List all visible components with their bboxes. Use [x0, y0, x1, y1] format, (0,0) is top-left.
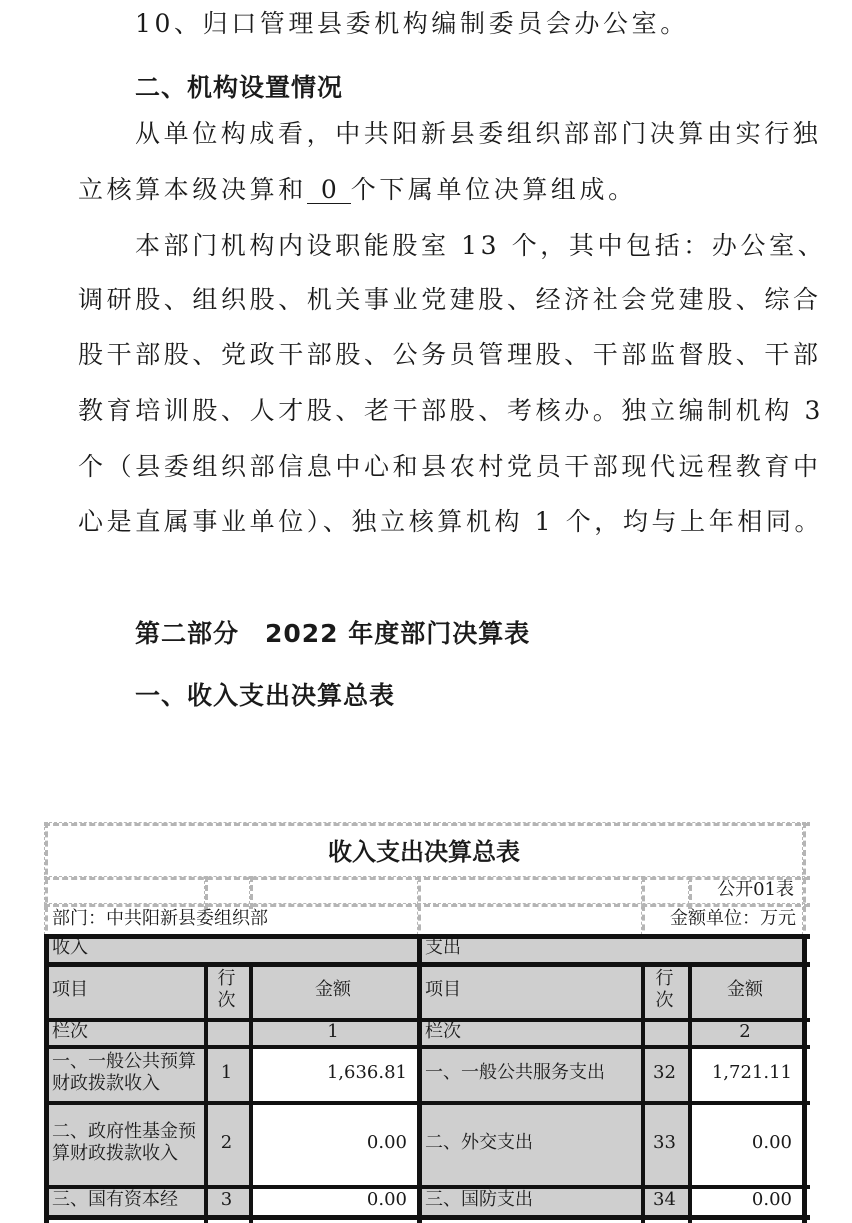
- table-row-income-item: 三、国有资本经: [44, 1185, 204, 1215]
- expense-header: 支出: [417, 934, 802, 962]
- paragraph-line: 心是直属事业单位）、独立核算机构 1 个，均与上年相同。: [78, 507, 824, 536]
- table-row-expense-amount: 0.00: [688, 1185, 802, 1215]
- table-row-income-row: 3: [204, 1185, 249, 1215]
- table-row-expense-amount: 1,721.11: [688, 1045, 802, 1101]
- part-heading: 第二部分 2022 年度部门决算表: [135, 619, 531, 648]
- table-row-income-row: 2: [204, 1101, 249, 1185]
- list-item-10: 10、归口管理县委机构编制委员会办公室。: [135, 9, 689, 38]
- table-row-expense-item: 三、国防支出: [417, 1185, 641, 1215]
- table-row-expense-row: 32: [641, 1045, 688, 1101]
- paragraph-line: [78, 170, 637, 206]
- table-row-expense-item: 二、外交支出: [417, 1101, 641, 1185]
- amount-unit-label: 金额单位：万元: [670, 907, 796, 929]
- paragraph-line: 个（县委组织部信息中心和县农村党员干部现代远程教育中: [78, 452, 822, 481]
- table-row-expense-item: 一、一般公共服务支出: [417, 1045, 641, 1101]
- table-row-income-item: 二、政府性基金预算财政拨款收入: [44, 1101, 204, 1185]
- paragraph-line: 调研股、组织股、机关事业党建股、经济社会党建股、综合: [78, 285, 822, 314]
- table-row-expense-amount: 0.00: [688, 1101, 802, 1185]
- paragraph-text: 个下属单位决算组成。: [350, 175, 637, 204]
- income-amount-column-header: 金额: [249, 962, 417, 1018]
- paragraph-line: 股干部股、党政干部股、公务员管理股、干部监督股、干部: [78, 340, 822, 369]
- table-row-income-item: 一、一般公共预算财政拨款收入: [44, 1045, 204, 1101]
- table-row-expense-row: 33: [641, 1101, 688, 1185]
- lanci-blank: [204, 1018, 249, 1045]
- paragraph-line: 教育培训股、人才股、老干部股、考核办。独立编制机构 3: [78, 396, 825, 425]
- paragraph-line: 本部门机构内设职能股室 13 个，其中包括：办公室、: [135, 231, 827, 260]
- section-heading: 一、收入支出决算总表: [135, 681, 396, 710]
- table-row-income-row: 1: [204, 1045, 249, 1101]
- budget-summary-table: [44, 822, 804, 1222]
- lanci-blank: [641, 1018, 688, 1045]
- paragraph-text: 立核算本级决算和: [78, 175, 307, 204]
- expense-row-column-header: 行 次: [641, 962, 688, 1018]
- table-title: 收入支出决算总表: [328, 837, 520, 866]
- table-row-income-amount: 0.00: [249, 1101, 417, 1185]
- income-row-column-header: 行 次: [204, 962, 249, 1018]
- table-code: 公开01表: [717, 878, 794, 900]
- lanci-income-number: 1: [249, 1018, 417, 1045]
- table-row-expense-row: 34: [641, 1185, 688, 1215]
- table-row-income-amount: 0.00: [249, 1185, 417, 1215]
- lanci-label: 栏次: [417, 1018, 641, 1045]
- income-header: 收入: [44, 934, 417, 962]
- paragraph-line: 从单位构成看，中共阳新县委组织部部门决算由实行独: [135, 119, 822, 148]
- lanci-label: 栏次: [44, 1018, 204, 1045]
- expense-item-column-header: 项目: [417, 962, 641, 1018]
- lanci-expense-number: 2: [688, 1018, 802, 1045]
- underlined-count: 0: [307, 177, 351, 204]
- department-label: 部门：中共阳新县委组织部: [52, 907, 268, 929]
- income-item-column-header: 项目: [44, 962, 204, 1018]
- table-row-income-amount: 1,636.81: [249, 1045, 417, 1101]
- section-heading: 二、机构设置情况: [135, 73, 344, 102]
- expense-amount-column-header: 金额: [688, 962, 802, 1018]
